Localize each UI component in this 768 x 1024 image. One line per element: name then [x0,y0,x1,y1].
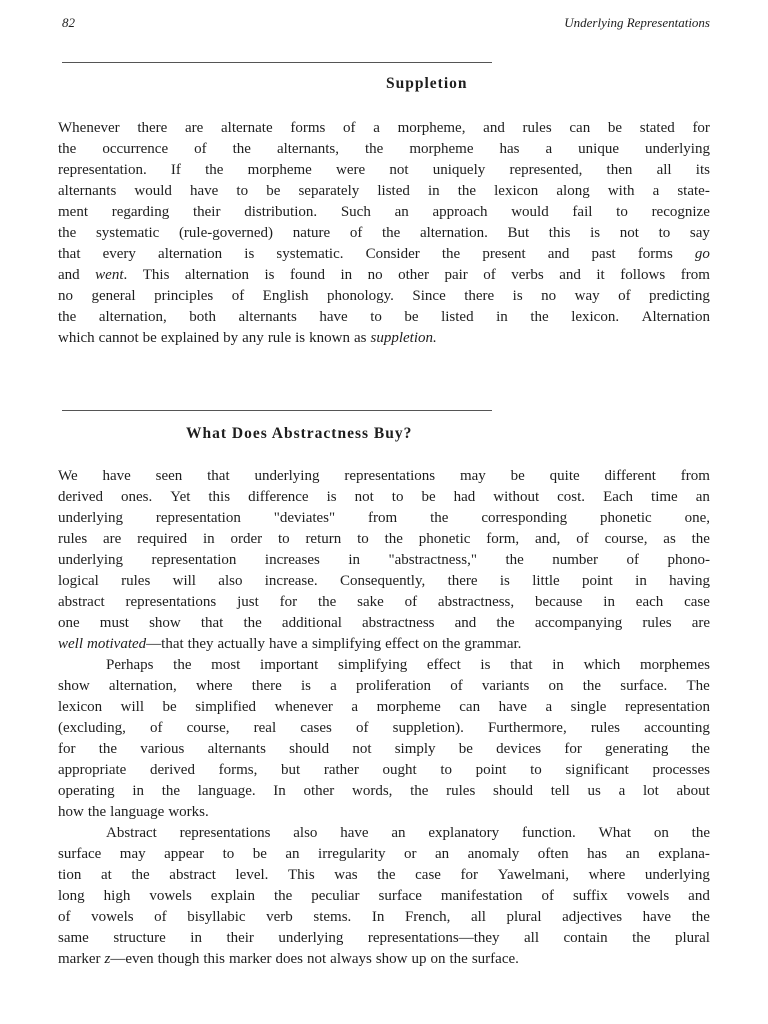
text-line: Perhaps the most important simplifying effect is that in which morphemes [106,657,710,673]
text-line: derived ones. Yet this difference is not to be had without cost. Each time an [58,489,710,505]
text-line: (excluding, of course, real cases of suppletion). Furthermore, rules accounting [58,720,710,736]
text-line: same structure in their underlying representations—they all contain the plural [58,930,710,946]
text-line: no general principles of English phonology. Since there is no way of predicting [58,288,710,304]
text-line: well motivated—that they actually have a simplifying effect on the grammar. [58,636,522,652]
text-line: the occurrence of the alternants, the morpheme has a unique underlying [58,141,710,157]
text-line: rules are required in order to return to the phonetic form, and, of course, as the [58,531,710,547]
text-line: long high vowels explain the peculiar surface manifestation of suffix vowels and [58,888,710,904]
section-heading: What Does Abstractness Buy? [186,425,413,442]
text-line: logical rules will also increase. Consequently, there is little point in having [58,573,710,589]
text-line: surface may appear to be an irregularity or an anomaly often has an explana- [58,846,710,862]
text-line: alternants would have to be separately listed in the lexicon along with a state- [58,183,710,199]
text-line: appropriate derived forms, but rather ought to point to significant processes [58,762,710,778]
text-line: representation. If the morpheme were not uniquely represented, then all its [58,162,710,178]
text-line: the systematic (rule-governed) nature of the alternation. But this is not to say [58,225,710,241]
text-line: which cannot be explained by any rule is known as suppletion. [58,330,437,346]
text-line: lexicon will be simplified whenever a morpheme can have a single representation [58,699,710,715]
text-line: that every alternation is systematic. Consider the present and past forms go [58,246,710,262]
section-heading: Suppletion [386,75,468,92]
page-number: 82 [62,15,75,30]
text-line: We have seen that underlying representations may be quite different from [58,468,710,484]
section-rule [62,62,492,63]
running-head [0,8,768,38]
running-head-title: Underlying Representations [564,15,710,30]
paragraph [58,823,710,970]
paragraph [58,655,710,823]
text-line: marker z—even though this marker does not always show up on the surface. [58,951,519,967]
text-line: ment regarding their distribution. Such an approach would fail to recognize [58,204,710,220]
text-line: the alternation, both alternants have to be listed in the lexicon. Alternation [58,309,710,325]
text-line: show alternation, where there is a proliferation of variants on the surface. The [58,678,710,694]
text-line: abstract representations just for the sake of abstractness, because in each case [58,594,710,610]
text-line: of vowels of bisyllabic verb stems. In French, all plural adjectives have the [58,909,710,925]
text-line: operating in the language. In other words, the rules should tell us a lot about [58,783,710,799]
paragraph [58,466,710,655]
text-line: underlying representation increases in "abstractness," the number of phono- [58,552,710,568]
section-rule [62,410,492,411]
text-line: tion at the abstract level. This was the case for Yawelmani, where underlying [58,867,710,883]
text-line: how the language works. [58,804,209,820]
text-line: Abstract representations also have an explanatory function. What on the [106,825,710,841]
text-line: Whenever there are alternate forms of a morpheme, and rules can be stated for [58,120,710,136]
text-line: for the various alternants should not simply be devices for generating the [58,741,710,757]
paragraph [58,118,710,349]
text-line: underlying representation "deviates" from the corresponding phonetic one, [58,510,710,526]
text-line: one must show that the additional abstractness and the accompanying rules are [58,615,710,631]
text-line: and went. This alternation is found in no other pair of verbs and it follows from [58,267,710,283]
